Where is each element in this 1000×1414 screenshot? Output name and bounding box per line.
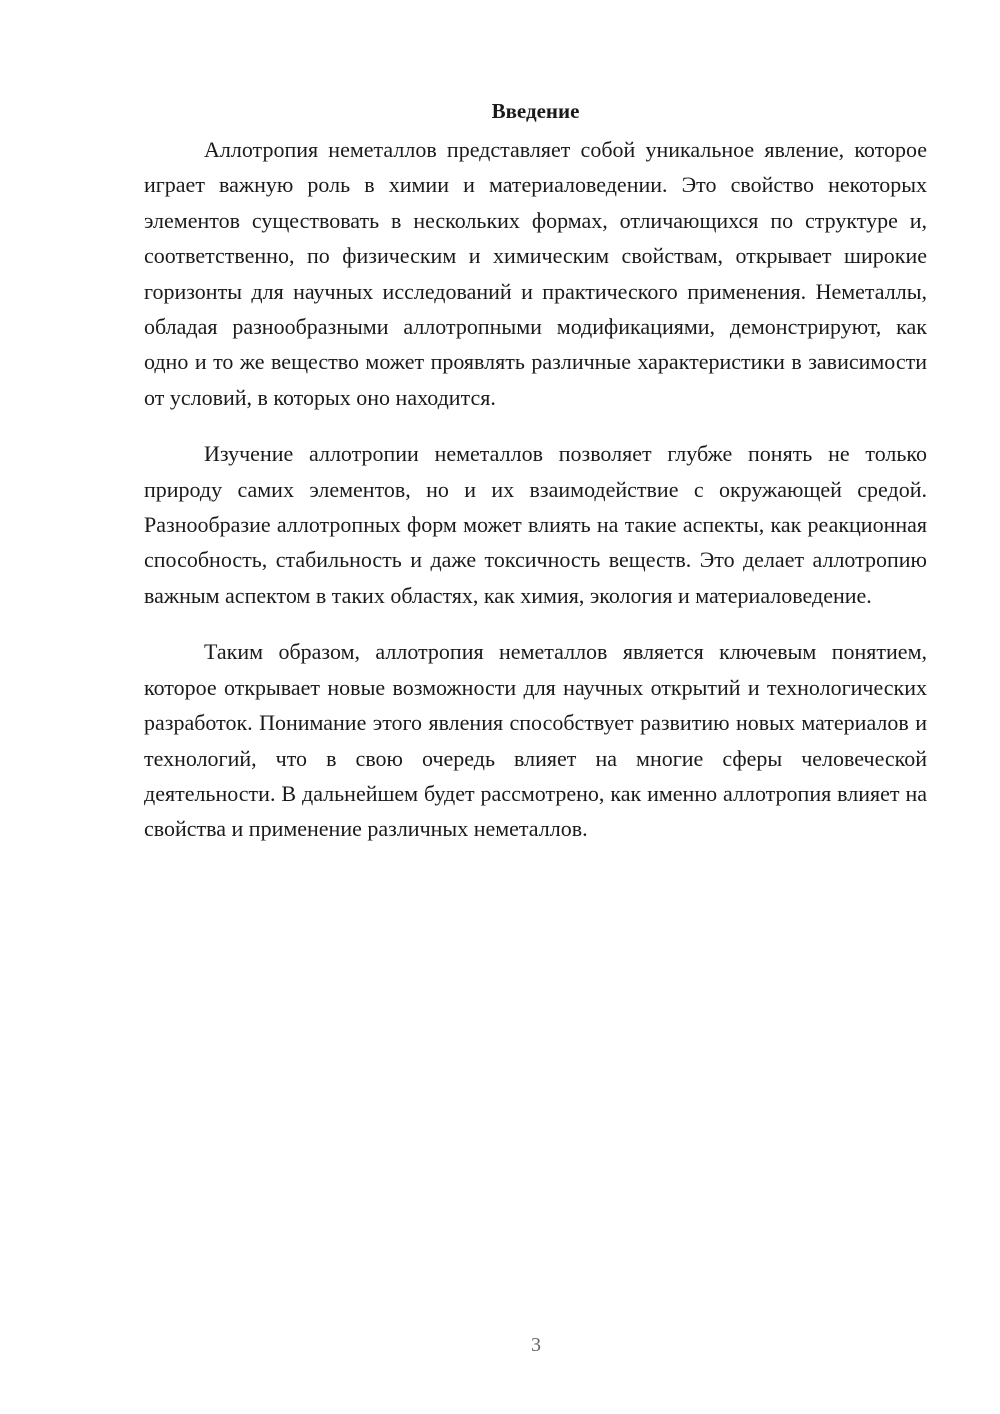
- page-number: 3: [531, 1334, 541, 1356]
- paragraph-3: Таким образом, аллотропия неметаллов является ключевым понятием, которое открывает новые возможности для научных открытий и технологических разработок. Понимание этого явления способствует развитию новых материалов и технологий, что в свою очередь влияет на многие сферы человеческой деятельности. В дальнейшем будет рассмотрено, как именно аллотропия влияет на свойства и применение различных неметаллов.: [144, 639, 927, 842]
- section-heading: Введение: [491, 99, 580, 123]
- paragraph-1: Аллотропия неметаллов представляет собой уникальное явление, которое играет важную роль в химии и материаловедении. Это свойство некоторых элементов существовать в нескольких формах, отличающихся по структуре и, соответственно, по физическим и химическим свойствам, открывает широкие горизонты для научных исследований и практического применения. Неметаллы, обладая разнообразными аллотропными модификациями, демонстрируют, как одно и то же вещество может проявлять различные характеристики в зависимости от условий, в которых оно находится.: [144, 137, 927, 410]
- paragraph-2: Изучение аллотропии неметаллов позволяет глубже понять не только природу самих элементов, но и их взаимодействие с окружающей средой. Разнообразие аллотропных форм может влиять на такие аспекты, как реакционная способность, стабильность и даже токсичность веществ. Это делает аллотропию важным аспектом в таких областях, как химия, экология и материаловедение.: [144, 441, 927, 608]
- page-content: [144, 96, 927, 868]
